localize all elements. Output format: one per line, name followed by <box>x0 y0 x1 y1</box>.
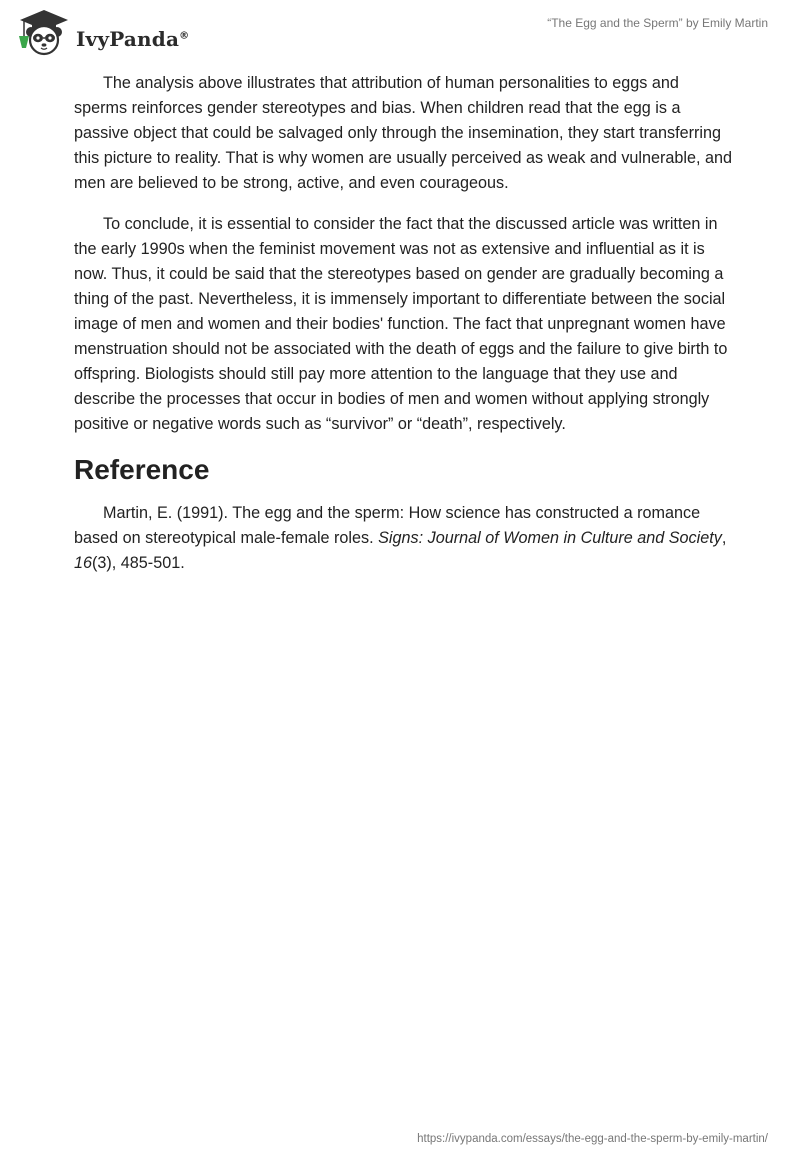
essay-content <box>74 71 734 576</box>
panda-graduate-icon <box>14 8 74 56</box>
ivypanda-logo[interactable] <box>14 8 194 56</box>
reference-entry <box>74 501 734 576</box>
page-header <box>0 0 800 60</box>
brand-name-text: IvyPanda <box>76 27 180 51</box>
reference-volume: 16 <box>74 554 93 572</box>
reference-separator: , <box>721 529 727 547</box>
running-title: “The Egg and the Sperm” by Emily Martin <box>547 16 768 30</box>
body-paragraph: The analysis above illustrates that attribution of human personalities to eggs and sperms reinforces gender stereotypes and bias. When children read that the egg is a passive object that could be salvaged only through the insemination, they start transferring this picture to reality. That is why women are usually perceived as weak and vulnerable, and men are believed to be strong, active, and even courageous. <box>74 74 733 192</box>
reference-citation-text: Martin, E. (1991). The egg and the sperm: How science has constructed a romance based on stereotypical male-female roles. <box>74 504 701 547</box>
reference-issue-pages: (3), 485-501. <box>92 554 185 572</box>
reference-heading: Reference <box>74 454 210 485</box>
body-paragraph: To conclude, it is essential to consider the fact that the discussed article was written in the early 1990s when the feminist movement was not as extensive and influential as it is now. Thus, it could be said that the stereotypes based on gender are gradually becoming a thing of the past. Nevertheless, it is immensely important to differentiate between the social image of men and women and their bodies' function. The fact that unpregnant women have menstruation should not be associated with the death of eggs and the failure to give birth to offspring. Biologists should still pay more attention to the language that they use and describe the processes that occur in bodies of men and women without applying strongly positive or negative words such as “survivor” or “death”, respectively. <box>74 215 728 433</box>
registered-mark: ® <box>179 30 190 42</box>
source-url[interactable]: https://ivypanda.com/essays/the-egg-and-the-sperm-by-emily-martin/ <box>417 1133 768 1145</box>
brand-name <box>76 27 189 51</box>
reference-journal: Signs: Journal of Women in Culture and Society <box>378 529 722 547</box>
